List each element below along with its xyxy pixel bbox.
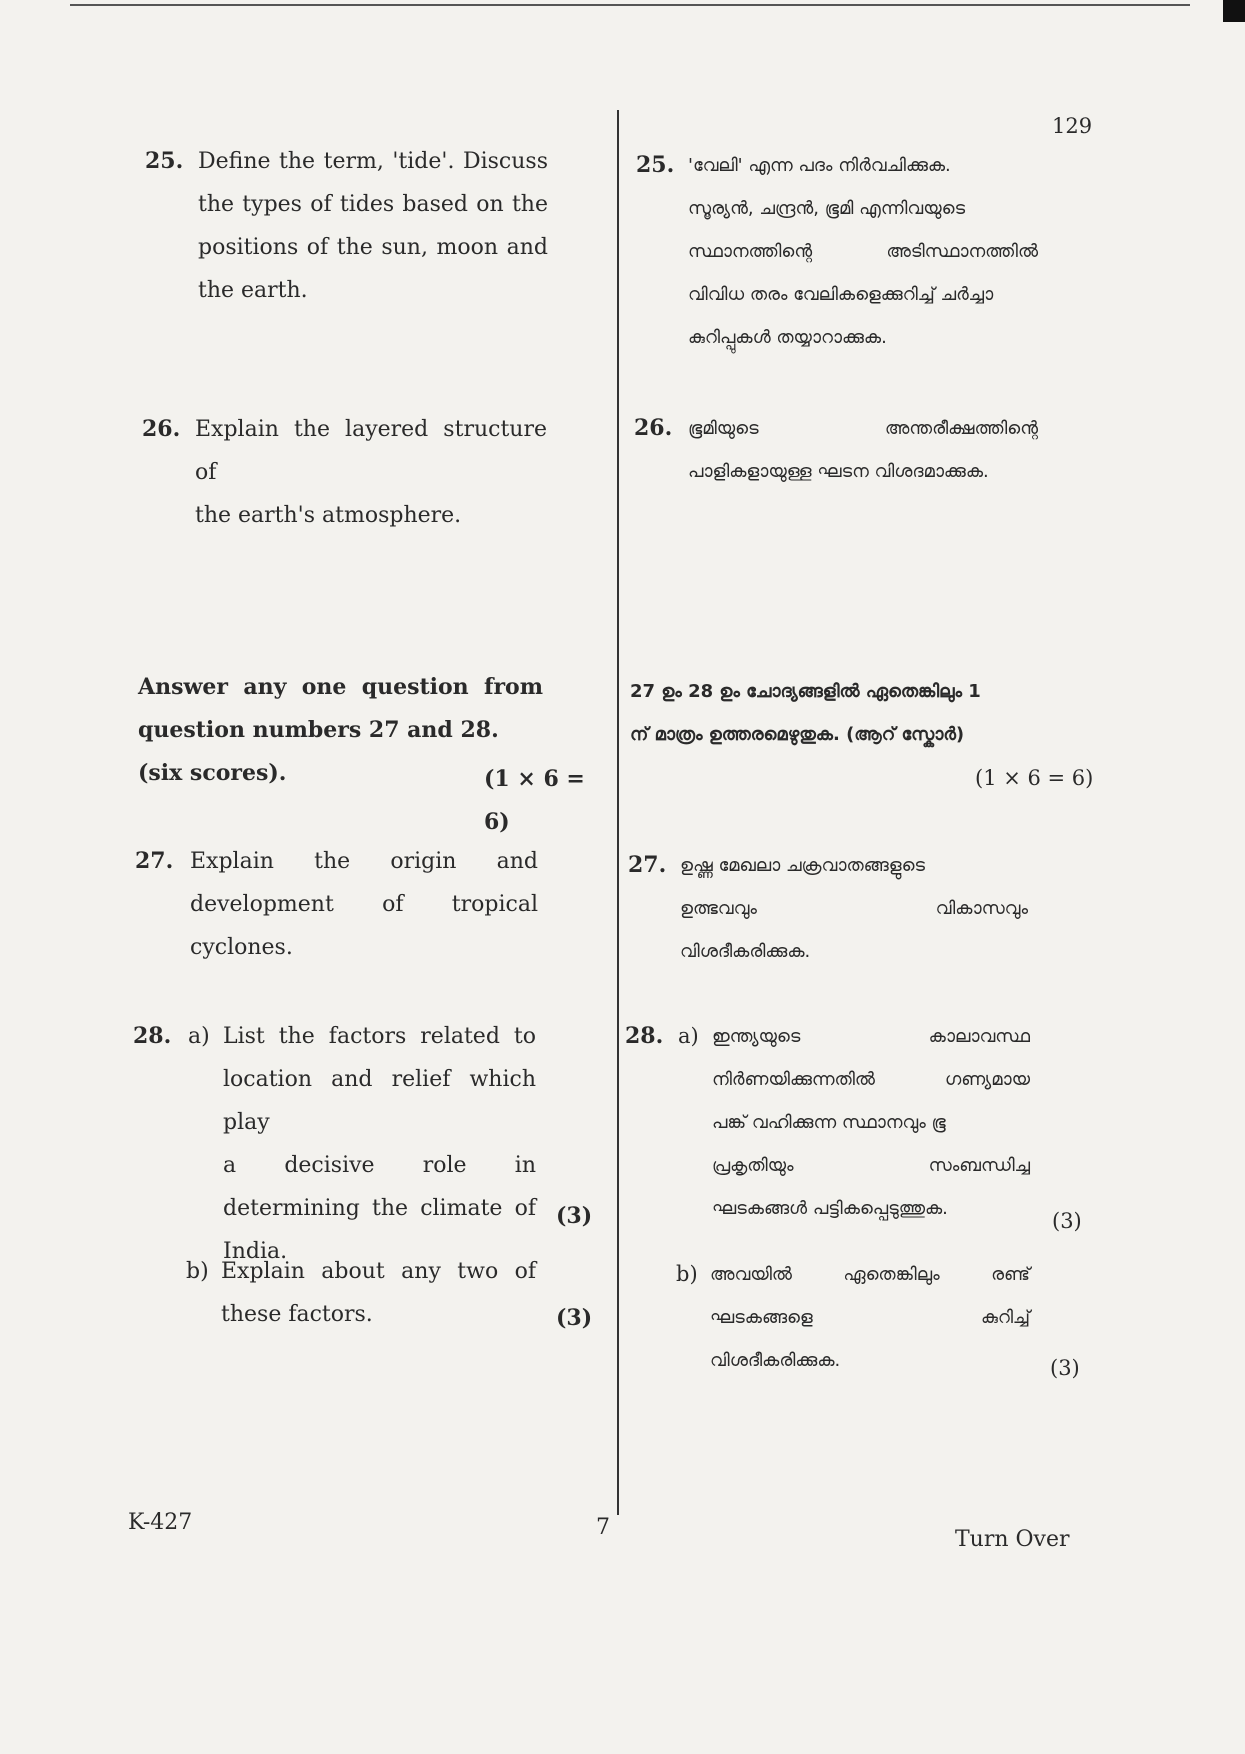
q27-line: Explain the origin and [190,849,538,874]
ml-q25-line: 'വേലി' എന്ന പദം നിർവചിക്കുക. [688,155,951,176]
q25-number: 25. [145,148,184,174]
instruction-line: Answer any one question from [138,674,543,700]
ml-q27-line: വിശദീകരിക്കുക. [680,941,811,962]
top-edge-line [70,4,1190,6]
ml-q28a-text [712,1015,1030,1230]
ml-q25-text [688,144,1038,359]
q27-number: 27. [135,848,174,874]
ml-q28a-line: പ്രകൃതിയും സംബന്ധിച്ച [712,1155,1030,1176]
ml-q25-line: കുറിപ്പുകൾ തയ്യാറാക്കുക. [688,327,887,348]
footer-turn-over: Turn Over [955,1527,1070,1552]
q25-text [198,140,548,312]
q27-line: development of tropical [190,892,538,917]
ml-q25-line: വിവിധ തരം വേലികളെക്കുറിച്ച് ചർച്ചാ [688,284,994,305]
scan-corner [1223,0,1245,22]
q28a-marks: (3) [556,1203,593,1229]
ml-q27-text [680,844,1028,973]
q27-text [190,840,538,969]
ml-q28a-line: പങ്ക് വഹിക്കുന്ന സ്ഥാനവും ഭൂ [712,1112,946,1133]
instruction-text [138,666,543,795]
q26-line: the earth's atmosphere. [195,503,462,528]
ml-q26-text [688,407,1038,493]
ml-q27-number: 27. [628,852,667,878]
ml-q26-line: ഭൂമിയുടെ അന്തരീക്ഷത്തിന്റെ [688,418,1038,439]
q28b-text [221,1250,536,1336]
q28b-line: these factors. [221,1302,373,1327]
footer-page: 7 [596,1515,610,1540]
ml-q28b-text [710,1253,1030,1382]
page-number: 129 [1052,114,1093,138]
ml-q25-number: 25. [636,152,675,178]
ml-q28b-line: അവയിൽ ഏതെങ്കിലും രണ്ട് [710,1264,1030,1285]
ml-q25-line: സൂര്യൻ, ചന്ദ്രൻ, ഭൂമി എന്നിവയുടെ [688,198,966,219]
instruction-marks: (1 × 6 = 6) [484,766,585,835]
q26-line: Explain the layered structure of [195,417,547,485]
ml-instruction-marks: (1 × 6 = 6) [975,766,1094,790]
q25-line: Define the term, 'tide'. Discuss [198,149,548,174]
ml-q28a-line: ഇന്ത്യയുടെ കാലാവസ്ഥ [712,1026,1030,1047]
footer-code: K-427 [128,1510,193,1535]
instruction-line: (six scores). [138,760,287,786]
q25-line: the types of tides based on the [198,192,548,217]
q28b-label: b) [186,1259,209,1284]
q28-number: 28. [133,1023,172,1049]
ml-q27-line: ഉഷ്ണ മേഖലാ ചക്രവാതങ്ങളുടെ [680,855,926,876]
ml-q26-line: പാളികളായുള്ള ഘടന വിശദമാക്കുക. [688,461,989,482]
q28b-line: Explain about any two of [221,1259,536,1284]
ml-instruction-line: ന് മാത്രം ഉത്തരമെഴുതുക. (ആറ് സ്കോർ) [630,724,965,745]
q26-number: 26. [142,416,181,442]
ml-q27-line: ഉത്ഭവവും വികാസവും [680,898,1028,919]
ml-q28a-marks: (3) [1052,1209,1082,1233]
ml-q28-number: 28. [625,1023,664,1049]
q25-line: the earth. [198,278,308,303]
q28a-line: location and relief which play [223,1067,536,1135]
q28a-text [223,1015,536,1273]
ml-q28a-line: ഘടകങ്ങൾ പട്ടികപ്പെടുത്തുക. [712,1198,948,1219]
q27-line: cyclones. [190,935,293,960]
ml-instruction-line: 27 ഉം 28 ഉം ചോദ്യങ്ങളിൽ ഏതെങ്കിലും 1 [630,681,981,702]
q28a-line: List the factors related to [223,1024,536,1049]
ml-q28b-marks: (3) [1050,1356,1080,1380]
instruction-line: question numbers 27 and 28. [138,717,499,743]
q28a-label: a) [188,1024,210,1049]
q28b-marks: (3) [556,1305,593,1331]
q28a-line: a decisive role in [223,1153,536,1178]
q25-line: positions of the sun, moon and [198,235,548,260]
ml-q25-line: സ്ഥാനത്തിന്റെ അടിസ്ഥാനത്തിൽ [688,241,1038,262]
ml-q28b-line: ഘടകങ്ങളെ കുറിച്ച് [710,1307,1030,1328]
q28a-line: India. [223,1239,288,1264]
column-divider [617,110,619,1515]
q26-text [195,408,547,537]
ml-q26-number: 26. [634,415,673,441]
q28a-line: determining the climate of [223,1196,536,1221]
ml-q28b-label: b) [676,1262,698,1286]
ml-instruction-text [630,670,1040,756]
ml-q28a-line: നിർണയിക്കുന്നതിൽ ഗണ്യമായ [712,1069,1030,1090]
ml-q28b-line: വിശദീകരിക്കുക. [710,1350,841,1371]
ml-q28a-label: a) [678,1024,699,1048]
